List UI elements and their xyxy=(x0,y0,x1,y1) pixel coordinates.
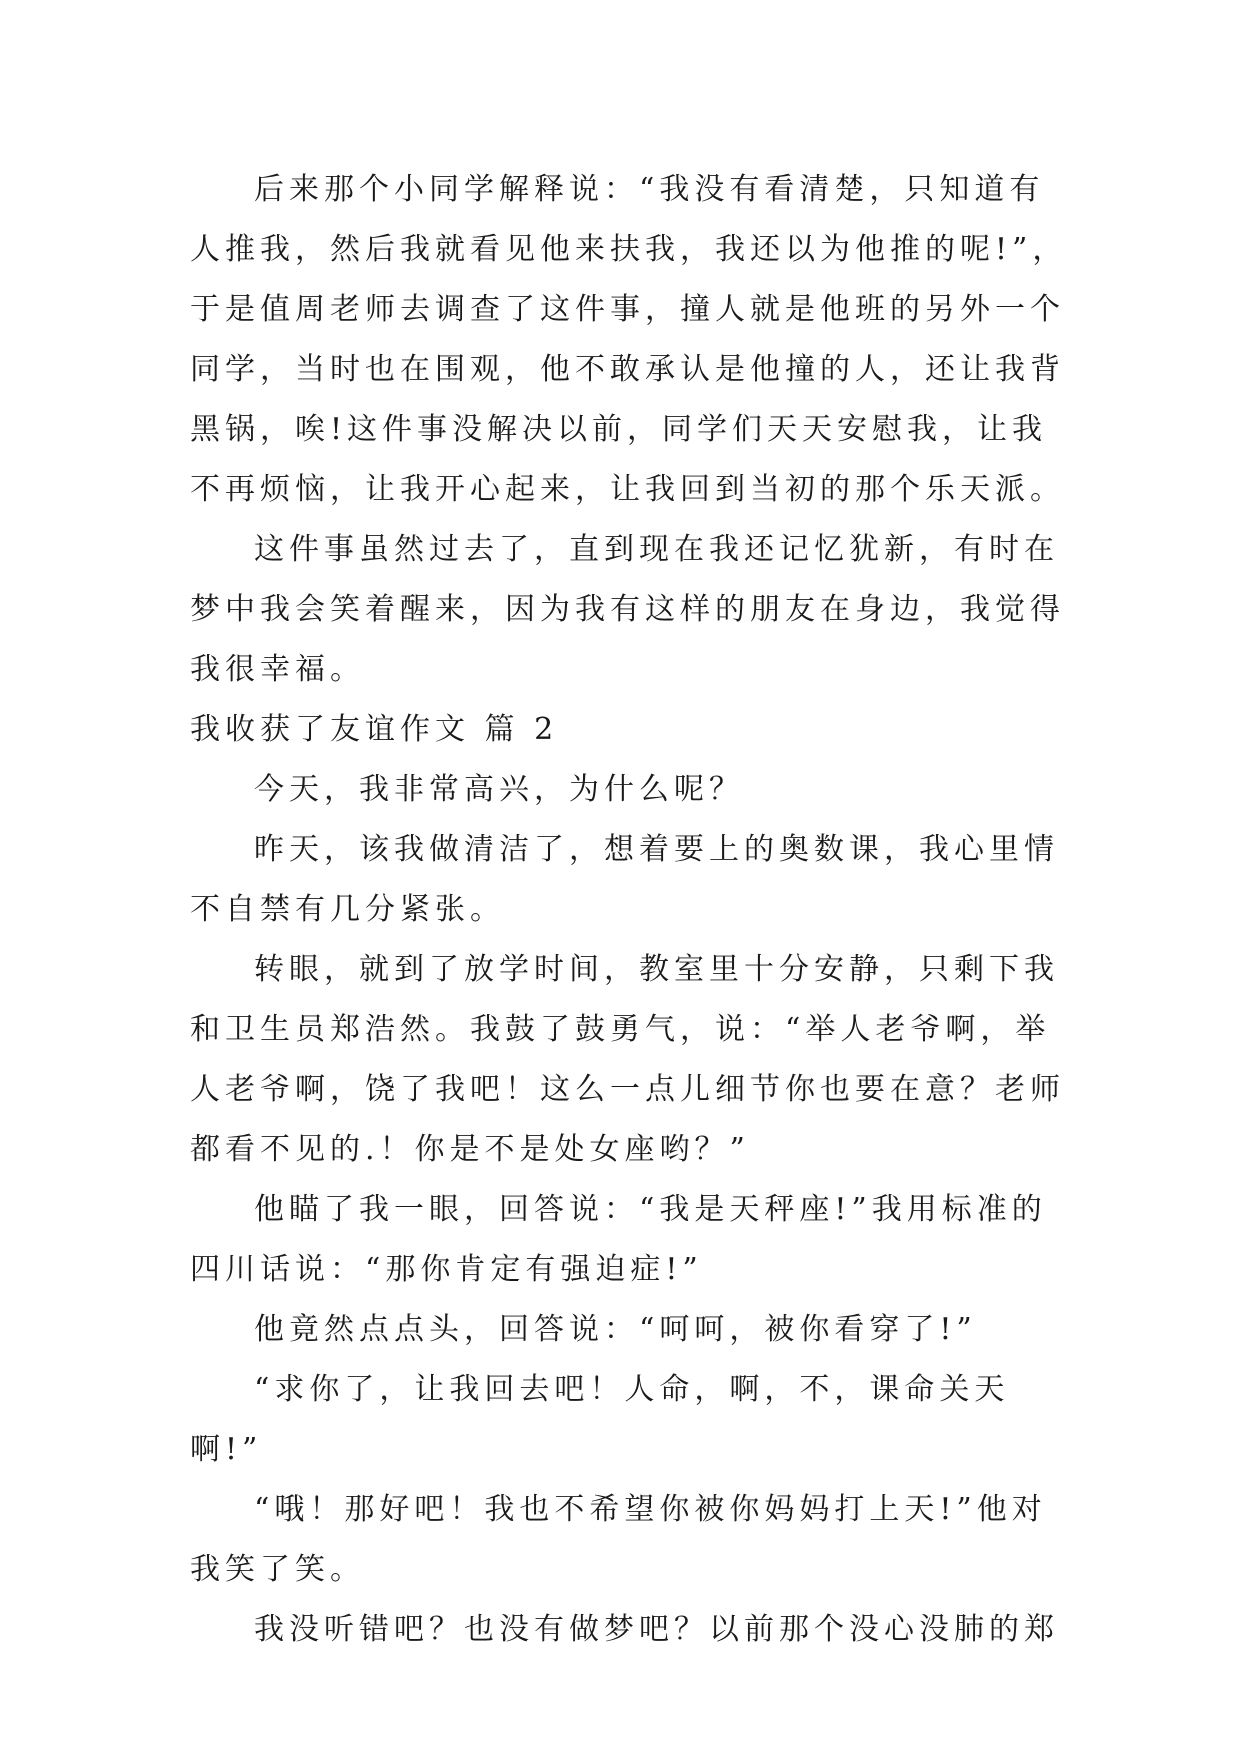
paragraph-libra: 他瞄了我一眼，回答说：“我是天秤座!”我用标准的四川话说：“那你肯定有强迫症!” xyxy=(190,1192,1047,1287)
paragraph-plea: “求你了，让我回去吧！人命，啊，不，课命关天啊!” xyxy=(190,1372,1010,1467)
paragraph-surprise: 我没听错吧？也没有做梦吧？以前那个没心没肺的郑 xyxy=(254,1612,1059,1647)
section-title: 我收获了友谊作文 篇 2 xyxy=(190,712,559,747)
paragraph-explanation: 后来那个小同学解释说：“我没有看清楚，只知道有人推我，然后我就看见他来扶我，我还以为他推的呢!”，于是值周老师去调查了这件事，撞人就是他班的另外一个同学，当时也在围观，他不敢承认是他撞的人，还让我背黑锅，唉!这件事没解决以前，同学们天天安慰我，让我不再烦恼，让我开心起来，让我回到当初的那个乐天派。 xyxy=(190,172,1068,507)
paragraph-agree: “哦！那好吧！我也不希望你被你妈妈打上天!”他对我笑了笑。 xyxy=(190,1492,1047,1587)
paragraph-yesterday: 昨天，该我做清洁了，想着要上的奥数课，我心里情不自禁有几分紧张。 xyxy=(190,832,1059,927)
paragraph-today: 今天，我非常高兴，为什么呢？ xyxy=(254,772,744,807)
paragraph-memory: 这件事虽然过去了，直到现在我还记忆犹新，有时在梦中我会笑着醒来，因为我有这样的朋友在身边，我觉得我很幸福。 xyxy=(190,532,1065,687)
paragraph-after-school: 转眼，就到了放学时间，教室里十分安静，只剩下我和卫生员郑浩然。我鼓了鼓勇气，说：“举人老爷啊，举人老爷啊，饶了我吧！这么一点儿细节你也要在意？老师都看不见的.！你是不是处女座哟？” xyxy=(190,952,1065,1167)
paragraph-nod: 他竟然点点头，回答说：“呵呵，被你看穿了!” xyxy=(254,1312,977,1347)
document-page xyxy=(190,160,1070,1660)
